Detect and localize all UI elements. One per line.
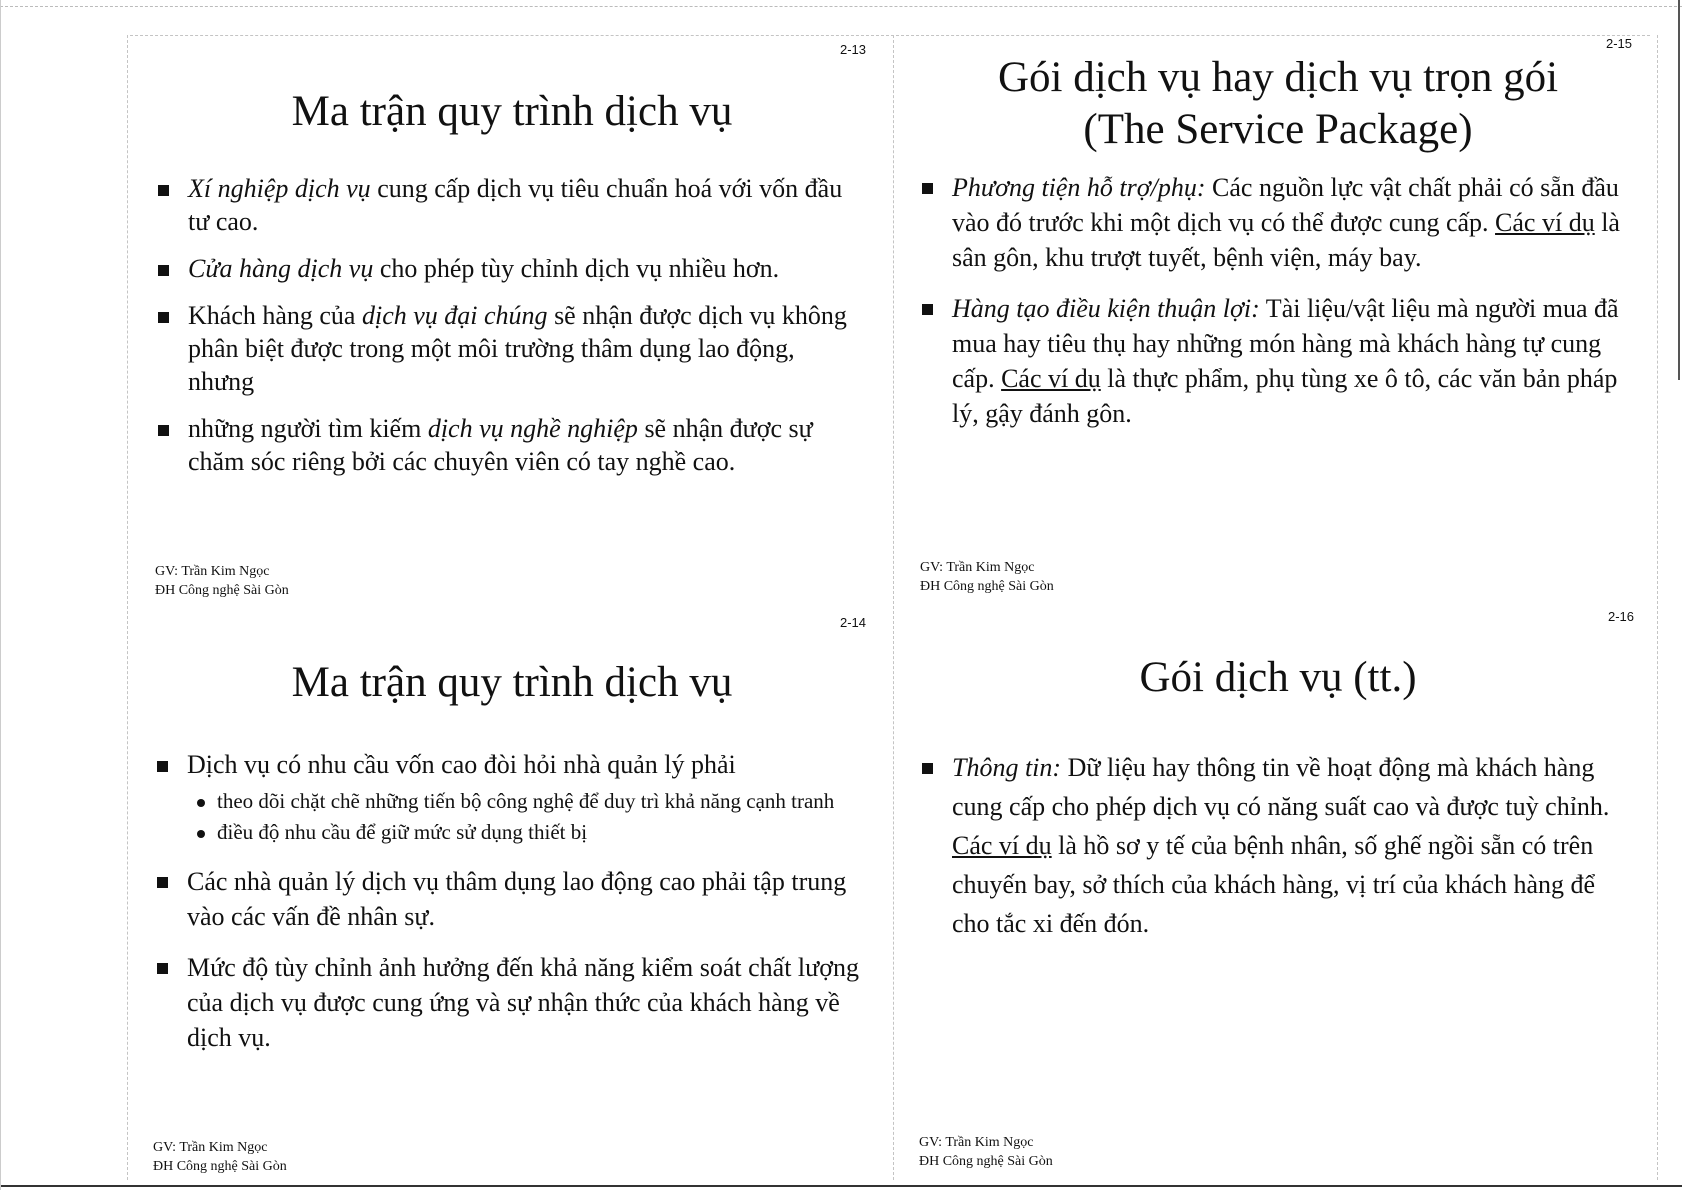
scan-edge-right (1678, 0, 1680, 380)
slide-2-15 (893, 28, 1663, 608)
bullet-item: Thông tin: Dữ liệu hay thông tin về hoạt động mà khách hàng cung cấp cho phép dịch vụ có năng suất cao và được tuỳ chỉnh. Các ví dụ là hồ sơ y tế của bệnh nhân, số ghế ngồi sẵn có trên chuyến bay, sở thích của khách hàng, vị trí của khách hàng để cho tắc xi đến đón. (922, 748, 1632, 943)
bullet-item: Dịch vụ có nhu cầu vốn cao đòi hỏi nhà quản lý phải (157, 748, 877, 782)
slide-footer: GV: Trần Kim Ngọc ĐH Công nghệ Sài Gòn (920, 560, 1054, 594)
slide-footer: GV: Trần Kim Ngọc ĐH Công nghệ Sài Gòn (155, 564, 289, 598)
bullet-item: Khách hàng của dịch vụ đại chúng sẽ nhận được dịch vụ không phân biệt được trong một môi trường thâm dụng lao động, nhưng (158, 299, 858, 398)
square-bullet-icon (157, 761, 168, 772)
scan-edge-left (0, 0, 1, 1190)
bullet-item: Mức độ tùy chỉnh ảnh hưởng đến khả năng kiểm soát chất lượng của dịch vụ được cung ứng và sự nhận thức của khách hàng về dịch vụ. (157, 950, 877, 1055)
slide-title: Gói dịch vụ (tt.) (1139, 654, 1417, 701)
bullet-item: Cửa hàng dịch vụ cho phép tùy chỉnh dịch vụ nhiều hơn. (158, 252, 858, 285)
square-bullet-icon (158, 185, 169, 196)
bullet-item: Hàng tạo điều kiện thuận lợi: Tài liệu/vật liệu mà người mua đã mua hay tiêu thụ hay những món hàng mà khách hàng tự cung cấp. Các ví dụ là thực phẩm, phụ tùng xe ô tô, các văn bản pháp lý, gậy đánh gôn. (922, 291, 1632, 431)
bullet-list (922, 748, 1632, 943)
bullet-list (158, 172, 858, 478)
scan-edge-bottom (0, 1185, 1682, 1187)
slide-2-16 (893, 600, 1663, 1180)
scan-edge-top (0, 6, 1682, 7)
slide-title: Ma trận quy trình dịch vụ (291, 659, 733, 706)
square-bullet-icon (922, 183, 933, 194)
round-bullet-icon (197, 830, 205, 838)
slide-number: 2-13 (840, 42, 867, 57)
slide-number: 2-16 (1608, 609, 1635, 624)
square-bullet-icon (922, 763, 933, 774)
bullet-list (922, 170, 1632, 431)
slide-number: 2-15 (1606, 36, 1633, 51)
round-bullet-icon (197, 799, 205, 807)
slide-2-14 (127, 605, 897, 1185)
bullet-list (157, 748, 877, 1055)
square-bullet-icon (922, 304, 933, 315)
square-bullet-icon (158, 312, 169, 323)
slide-2-13 (127, 30, 897, 610)
slide-footer: GV: Trần Kim Ngọc ĐH Công nghệ Sài Gòn (919, 1135, 1053, 1169)
square-bullet-icon (158, 425, 169, 436)
sub-bullet-item: điều độ nhu cầu để giữ mức sử dụng thiết bị (157, 817, 877, 848)
slide-footer: GV: Trần Kim Ngọc ĐH Công nghệ Sài Gòn (153, 1140, 287, 1174)
slide-number: 2-14 (840, 615, 867, 630)
square-bullet-icon (157, 963, 168, 974)
slide-title: Gói dịch vụ hay dịch vụ trọn gói (The Service Package) (997, 54, 1559, 153)
bullet-item: Các nhà quản lý dịch vụ thâm dụng lao động cao phải tập trung vào các vấn đề nhân sự. (157, 864, 877, 934)
square-bullet-icon (158, 265, 169, 276)
square-bullet-icon (157, 877, 168, 888)
bullet-item: Phương tiện hỗ trợ/phụ: Các nguồn lực vật chất phải có sẵn đầu vào đó trước khi một dịch vụ có thể được cung cấp. Các ví dụ là sân gôn, khu trượt tuyết, bệnh viện, máy bay. (922, 170, 1632, 275)
bullet-item: những người tìm kiếm dịch vụ nghề nghiệp sẽ nhận được sự chăm sóc riêng bởi các chuyên viên có tay nghề cao. (158, 412, 858, 478)
sub-bullet-item: theo dõi chặt chẽ những tiến bộ công nghệ để duy trì khả năng cạnh tranh (157, 786, 877, 817)
bullet-item: Xí nghiệp dịch vụ cung cấp dịch vụ tiêu chuẩn hoá với vốn đầu tư cao. (158, 172, 858, 238)
slide-title: Ma trận quy trình dịch vụ (291, 88, 733, 135)
